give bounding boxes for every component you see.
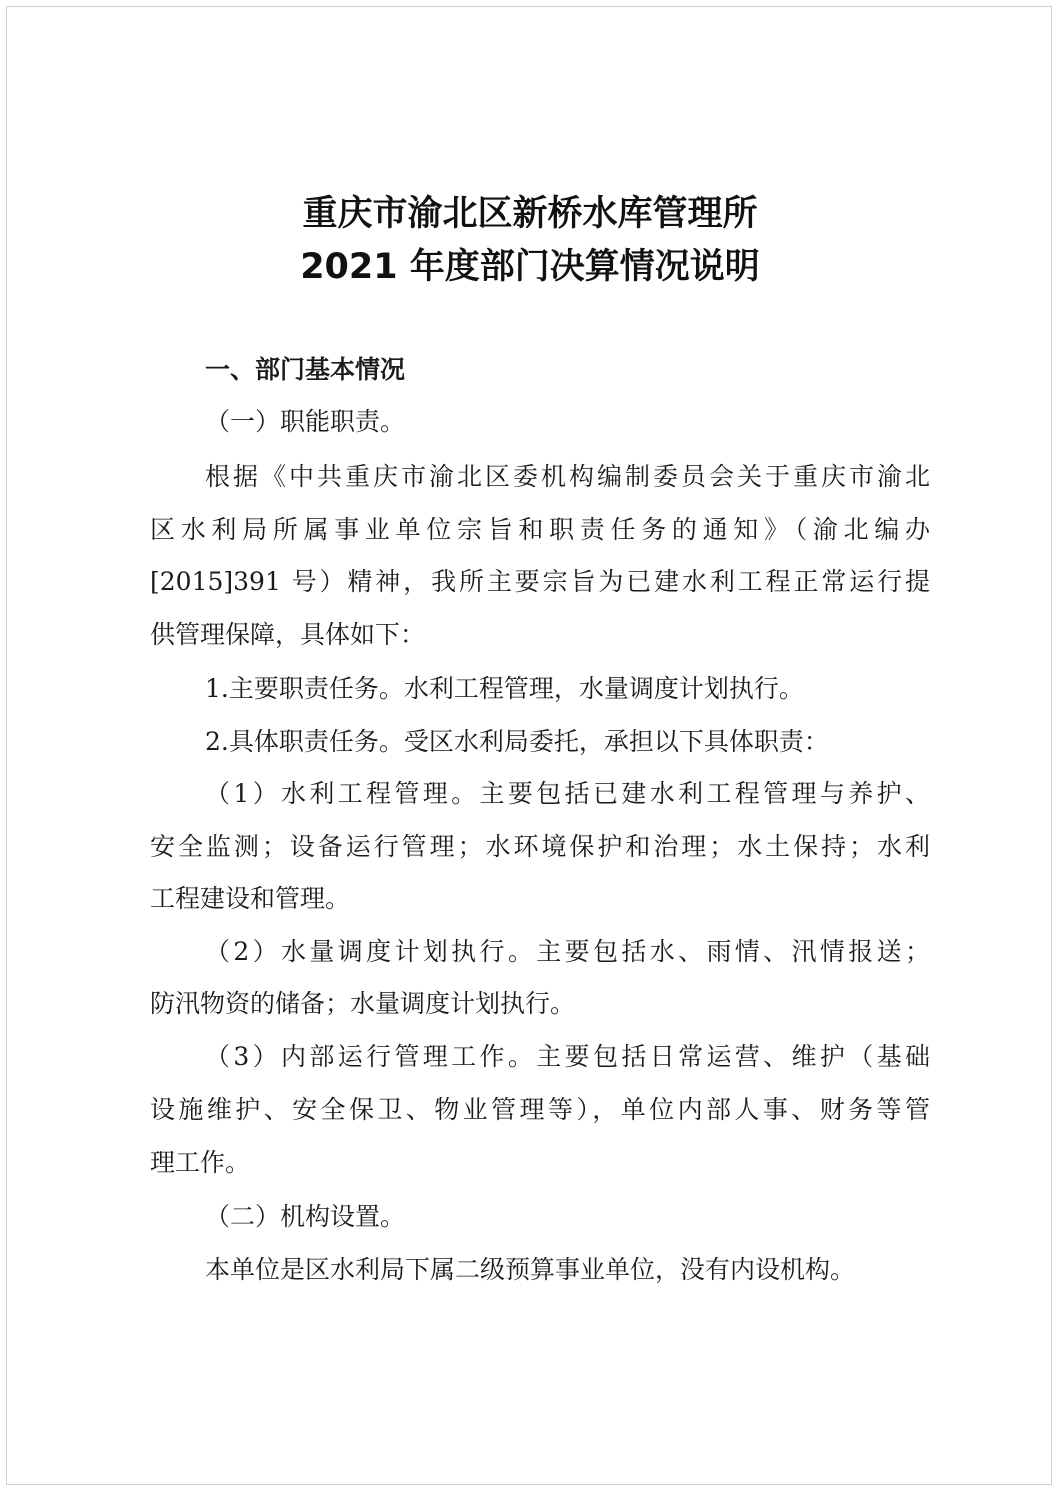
paragraph-line: （3）内部运行管理工作。主要包括日常运营、维护（基础 (205, 1042, 930, 1071)
subsection-heading-duties: （一）职能职责。 (205, 407, 406, 436)
paragraph-line: 1.主要职责任务。水利工程管理，水量调度计划执行。 (205, 674, 804, 703)
paragraph-line: 工程建设和管理。 (150, 884, 351, 913)
document-title-line-2: 2021 年度部门决算情况说明 (300, 247, 760, 287)
paragraph-line: 安全监测；设备运行管理；水环境保护和治理；水土保持；水利 (150, 832, 930, 861)
paragraph-line: 根据《中共重庆市渝北区委机构编制委员会关于重庆市渝北 (205, 462, 930, 491)
section-heading-basic-info: 一、部门基本情况 (205, 355, 406, 384)
paragraph-line: 区水利局所属事业单位宗旨和职责任务的通知》（渝北编办 (150, 515, 930, 544)
subsection-heading-organization: （二）机构设置。 (205, 1202, 406, 1231)
paragraph-line: 防汛物资的储备；水量调度计划执行。 (150, 989, 576, 1018)
paragraph-line: （1）水利工程管理。主要包括已建水利工程管理与养护、 (205, 779, 930, 808)
paragraph-line: 供管理保障，具体如下： (150, 620, 426, 649)
paragraph-line: （2）水量调度计划执行。主要包括水、雨情、汛情报送； (205, 937, 930, 966)
paragraph-line: [2015]391 号）精神，我所主要宗旨为已建水利工程正常运行提 (150, 567, 930, 596)
paragraph-line: 设施维护、安全保卫、物业管理等），单位内部人事、财务等管 (150, 1095, 930, 1124)
paragraph-line: 2.具体职责任务。受区水利局委托，承担以下具体职责： (205, 727, 829, 756)
paragraph-line: 本单位是区水利局下属二级预算事业单位，没有内设机构。 (205, 1255, 856, 1284)
document-title-line-1: 重庆市渝北区新桥水库管理所 (302, 194, 758, 234)
paragraph-line: 理工作。 (150, 1148, 251, 1177)
